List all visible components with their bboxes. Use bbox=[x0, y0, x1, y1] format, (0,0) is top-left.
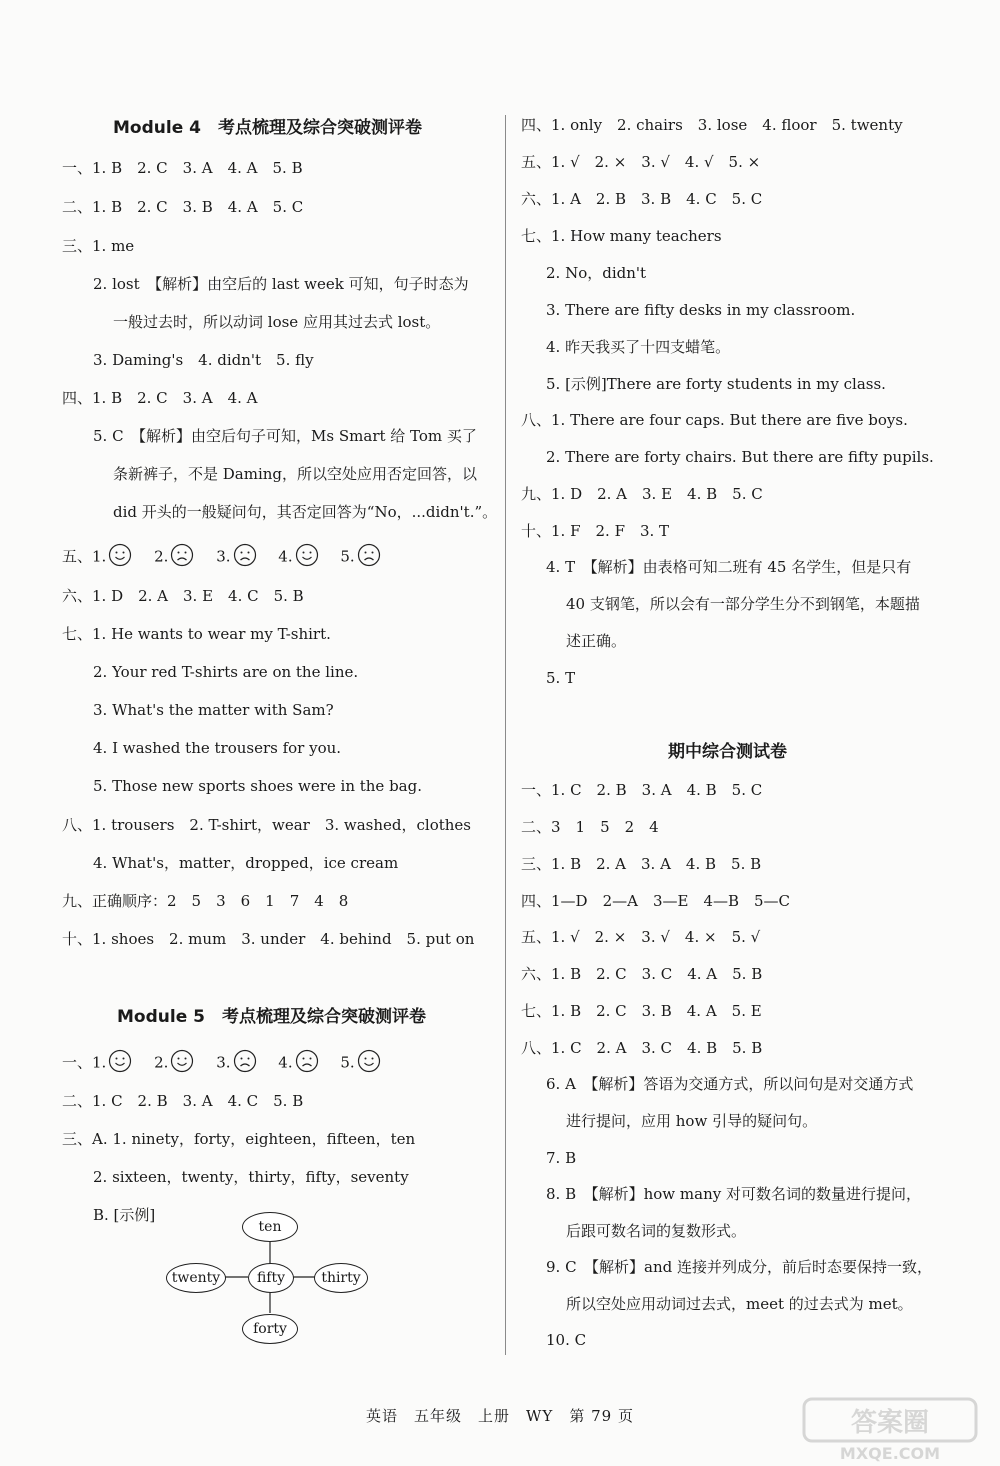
r-answer-9: 九、1. D 2. A 3. E 4. B 5. C bbox=[521, 485, 763, 503]
r-answer-10: 十、1. F 2. F 3. T bbox=[521, 522, 670, 540]
m4-answer-2: 二、1. B 2. C 3. B 4. A 5. C bbox=[62, 198, 304, 216]
smile-face-icon bbox=[108, 1049, 132, 1078]
r-answer-7-3: 3. There are fifty desks in my classroom. bbox=[546, 301, 856, 319]
module4-title: Module 4 考点梳理及综合突破测评卷 bbox=[113, 118, 422, 138]
m4-answer-7-2: 2. Your red T-shirts are on the line. bbox=[93, 663, 359, 681]
r-answer-10-4: 4. T 【解析】由表格可知二班有 45 名学生，但是只有 bbox=[546, 558, 912, 576]
frown-face-icon bbox=[233, 1049, 257, 1078]
smile-face-icon bbox=[295, 543, 319, 572]
m4-answer-4-5: 5. C 【解析】由空后句子可知，Ms Smart 给 Tom 买了 bbox=[93, 427, 477, 445]
mid-answer-4: 四、1—D 2—A 3—E 4—B 5—C bbox=[521, 892, 791, 910]
mid-answer-7: 七、1. B 2. C 3. B 4. A 5. E bbox=[521, 1002, 762, 1020]
m4-answer-8: 八、1. trousers 2. T-shirt，wear 3. washed，clothes bbox=[62, 816, 472, 834]
r-answer-7-4: 4. 昨天我买了十四支蜡笔。 bbox=[546, 338, 731, 356]
m5-answer-3b: B. [示例] bbox=[93, 1206, 156, 1224]
m4-answer-4-5-cont1: 条新裤子，不是 Daming，所以空处应用否定回答，以 bbox=[113, 465, 478, 483]
mindmap-node-center: fifty bbox=[248, 1263, 294, 1293]
mid-answer-6: 六、1. B 2. C 3. C 4. A 5. B bbox=[521, 965, 763, 983]
m4-answer-4-5-cont2: did 开头的一般疑问句，其否定回答为“No，...didn't.”。 bbox=[113, 503, 498, 521]
mid-answer-3: 三、1. B 2. A 3. A 4. B 5. B bbox=[521, 855, 762, 873]
mid-answer-8-6: 6. A 【解析】答语为交通方式，所以问句是对交通方式 bbox=[546, 1075, 914, 1093]
page-footer: 英语 五年级 上册 WY 第 79 页 bbox=[366, 1407, 634, 1425]
svg-text:MXQE.COM: MXQE.COM bbox=[839, 1444, 941, 1463]
mindmap-node-right: thirty bbox=[314, 1263, 368, 1293]
r-answer-8-2: 2. There are forty chairs. But there are fifty pupils. bbox=[546, 448, 934, 466]
m5-answer-2: 二、1. C 2. B 3. A 4. C 5. B bbox=[62, 1092, 304, 1110]
m5-answer-3a-2: 2. sixteen，twenty，thirty，fifty，seventy bbox=[93, 1168, 409, 1186]
mid-answer-1: 一、1. C 2. B 3. A 4. B 5. C bbox=[521, 781, 763, 799]
m4-answer-4: 四、1. B 2. C 3. A 4. A bbox=[62, 389, 258, 407]
m4-answer-5-faces: 五、1. 2. 3. 4. 5. bbox=[62, 543, 383, 572]
frown-face-icon bbox=[295, 1049, 319, 1078]
frown-face-icon bbox=[357, 543, 381, 572]
r-answer-7-5: 5. [示例]There are forty students in my class. bbox=[546, 375, 886, 393]
watermark-logo-icon bbox=[800, 1395, 980, 1463]
r-answer-10-4-cont2: 述正确。 bbox=[566, 632, 627, 650]
m5-answer-1-faces: 一、1. 2. 3. 4. 5. bbox=[62, 1049, 383, 1078]
smile-face-icon bbox=[108, 543, 132, 572]
column-divider bbox=[505, 115, 506, 1355]
r-answer-8: 八、1. There are four caps. But there are five boys. bbox=[521, 411, 908, 429]
mindmap-node-top: ten bbox=[242, 1212, 298, 1242]
mid-answer-8-6-cont: 进行提问，应用 how 引导的疑问句。 bbox=[566, 1112, 818, 1130]
mid-answer-8-9-cont: 所以空处应用动词过去式，meet 的过去式为 met。 bbox=[566, 1295, 913, 1313]
r-answer-4: 四、1. only 2. chairs 3. lose 4. floor 5. twenty bbox=[521, 116, 903, 134]
r-answer-7: 七、1. How many teachers bbox=[521, 227, 722, 245]
svg-text:答案圈: 答案圈 bbox=[850, 1408, 930, 1438]
r-answer-7-2: 2. No，didn't bbox=[546, 264, 647, 282]
smile-face-icon bbox=[170, 1049, 194, 1078]
m4-answer-3-2-cont: 一般过去时，所以动词 lose 应用其过去式 lost。 bbox=[113, 313, 441, 331]
module5-title: Module 5 考点梳理及综合突破测评卷 bbox=[117, 1007, 426, 1027]
r-answer-10-4-cont1: 40 支钢笔，所以会有一部分学生分不到钢笔，本题描 bbox=[566, 595, 920, 613]
m4-answer-6: 六、1. D 2. A 3. E 4. C 5. B bbox=[62, 587, 304, 605]
m4-answer-7: 七、1. He wants to wear my T-shirt. bbox=[62, 625, 331, 643]
r-answer-10-5: 5. T bbox=[546, 669, 576, 687]
frown-face-icon bbox=[233, 543, 257, 572]
m5-answer-3a: 三、A. 1. ninety，forty，eighteen，fifteen，ten bbox=[62, 1130, 416, 1148]
mid-answer-8-10: 10. C bbox=[546, 1331, 587, 1349]
mindmap-node-bottom: forty bbox=[242, 1314, 298, 1344]
mindmap-node-left: twenty bbox=[166, 1263, 226, 1293]
mid-answer-8-8-cont: 后跟可数名词的复数形式。 bbox=[566, 1222, 747, 1240]
m4-answer-1: 一、1. B 2. C 3. A 4. A 5. B bbox=[62, 159, 303, 177]
m4-answer-3-2: 2. lost 【解析】由空后的 last week 可知，句子时态为 bbox=[93, 275, 469, 293]
mid-answer-5: 五、1. √ 2. × 3. √ 4. × 5. √ bbox=[521, 928, 761, 946]
m4-answer-8-4: 4. What's，matter，dropped，ice cream bbox=[93, 854, 399, 872]
m4-answer-7-4: 4. I washed the trousers for you. bbox=[93, 739, 342, 757]
m4-answer-3-3: 3. Daming's 4. didn't 5. fly bbox=[93, 351, 314, 369]
r-answer-5: 五、1. √ 2. × 3. √ 4. √ 5. × bbox=[521, 153, 761, 171]
midterm-title: 期中综合测试卷 bbox=[668, 742, 787, 762]
mid-answer-8: 八、1. C 2. A 3. C 4. B 5. B bbox=[521, 1039, 763, 1057]
frown-face-icon bbox=[170, 543, 194, 572]
m4-answer-10: 十、1. shoes 2. mum 3. under 4. behind 5. put on bbox=[62, 930, 475, 948]
mid-answer-8-7: 7. B bbox=[546, 1149, 577, 1167]
m4-answer-7-5: 5. Those new sports shoes were in the bag. bbox=[93, 777, 422, 795]
m4-answer-3: 三、1. me bbox=[62, 237, 135, 255]
mid-answer-8-8: 8. B 【解析】how many 对可数名词的数量进行提问， bbox=[546, 1185, 921, 1203]
mid-answer-8-9: 9. C 【解析】and 连接并列成分，前后时态要保持一致， bbox=[546, 1258, 933, 1276]
r-answer-6: 六、1. A 2. B 3. B 4. C 5. C bbox=[521, 190, 763, 208]
m4-answer-9: 九、正确顺序：2 5 3 6 1 7 4 8 bbox=[62, 892, 349, 910]
mid-answer-2: 二、3 1 5 2 4 bbox=[521, 818, 659, 836]
smile-face-icon bbox=[357, 1049, 381, 1078]
m4-answer-7-3: 3. What's the matter with Sam? bbox=[93, 701, 334, 719]
